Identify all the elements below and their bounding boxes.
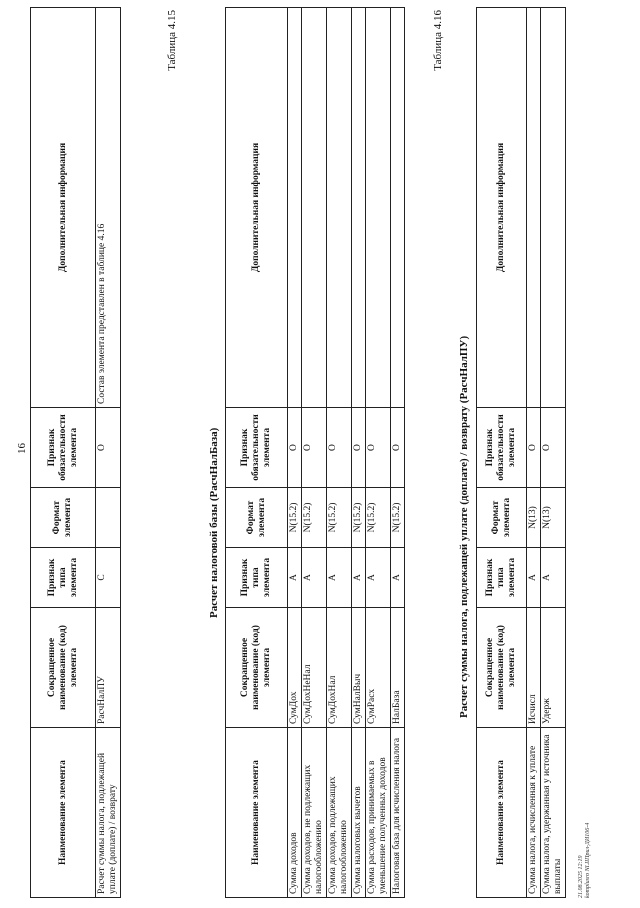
cell-type: С xyxy=(96,548,121,608)
cell-code: Удерж xyxy=(541,608,566,728)
table-row xyxy=(527,8,541,898)
header-format: Формат элемента xyxy=(31,488,96,548)
element-table-3 xyxy=(476,7,566,898)
cell-name: Сумма расходов, принимаемых в уменьшение полученных доходов xyxy=(366,728,391,898)
cell-info xyxy=(541,8,566,408)
cell-type: А xyxy=(391,548,405,608)
cell-format: N(15.2) xyxy=(288,488,302,548)
page-number: 16 xyxy=(16,443,28,454)
cell-type: А xyxy=(541,548,566,608)
table-row xyxy=(327,8,352,898)
header-name: Наименование элемента xyxy=(226,728,288,898)
document-footer xyxy=(578,823,592,898)
cell-name: Сумма налога, удержанная у источника выплаты xyxy=(541,728,566,898)
cell-format xyxy=(96,488,121,548)
cell-code: НалБаза xyxy=(391,608,405,728)
cell-type: А xyxy=(302,548,327,608)
cell-code: СумНалВыч xyxy=(352,608,366,728)
cell-required: О xyxy=(327,408,352,488)
element-table-1 xyxy=(30,7,121,898)
header-type: Признак типа элемента xyxy=(477,548,527,608)
table-row xyxy=(541,8,566,898)
cell-type: А xyxy=(327,548,352,608)
header-required: Признак обязательности элемента xyxy=(226,408,288,488)
cell-info xyxy=(288,8,302,408)
cell-code: СумДох xyxy=(288,608,302,728)
cell-name: Налоговая база для исчисления налога xyxy=(391,728,405,898)
cell-info xyxy=(352,8,366,408)
table-label-4-16: Таблица 4.16 xyxy=(432,10,444,71)
table-caption-4-16: Расчет суммы налога, подлежащей уплате (доплате) / возврату (РасчНалПУ) xyxy=(458,335,470,718)
header-code: Сокращенное наименование (код) элемента xyxy=(226,608,288,728)
table-header-row xyxy=(477,8,527,898)
table-row xyxy=(366,8,391,898)
cell-format: N(15.2) xyxy=(391,488,405,548)
element-table-2 xyxy=(225,7,405,898)
header-info: Дополнительная информация xyxy=(226,8,288,408)
cell-required: О xyxy=(96,408,121,488)
cell-info xyxy=(391,8,405,408)
cell-type: А xyxy=(366,548,391,608)
cell-code: СумДохНал xyxy=(327,608,352,728)
table-label-4-15: Таблица 4.15 xyxy=(166,10,178,71)
cell-code: РасчНалПУ xyxy=(96,608,121,728)
cell-info xyxy=(302,8,327,408)
cell-code: СумРасх xyxy=(366,608,391,728)
header-name: Наименование элемента xyxy=(31,728,96,898)
cell-required: О xyxy=(366,408,391,488)
cell-required: О xyxy=(391,408,405,488)
header-info: Дополнительная информация xyxy=(31,8,96,408)
header-code: Сокращенное наименование (код) элемента xyxy=(31,608,96,728)
cell-format: N(15.2) xyxy=(366,488,391,548)
cell-format: N(15.2) xyxy=(327,488,352,548)
cell-name: Сумма доходов, подлежащих налогообложению xyxy=(327,728,352,898)
cell-info xyxy=(527,8,541,408)
table-row xyxy=(352,8,366,898)
cell-type: А xyxy=(527,548,541,608)
table-row xyxy=(288,8,302,898)
cell-required: О xyxy=(302,408,327,488)
header-type: Признак типа элемента xyxy=(31,548,96,608)
cell-name: Сумма налоговых вычетов xyxy=(352,728,366,898)
table-caption-4-15: Расчет налоговой базы (РасчНалБаза) xyxy=(208,427,220,618)
cell-format: N(13) xyxy=(527,488,541,548)
header-required: Признак обязательности элемента xyxy=(477,408,527,488)
header-name: Наименование элемента xyxy=(477,728,527,898)
table-header-row xyxy=(226,8,288,898)
cell-code: СумДохНеНал xyxy=(302,608,327,728)
cell-format: N(15.2) xyxy=(352,488,366,548)
cell-name: Сумма налога, исчисленная к уплате xyxy=(527,728,541,898)
table-header-row xyxy=(31,8,96,898)
cell-code: Исчисл xyxy=(527,608,541,728)
footer-path: komplusro NI.IIПрил-ДИ106-4 xyxy=(585,822,591,898)
cell-type: А xyxy=(288,548,302,608)
cell-name: Сумма доходов, не подлежащих налогообложению xyxy=(302,728,327,898)
cell-required: О xyxy=(541,408,566,488)
cell-info: Состав элемента представлен в таблице 4.16 xyxy=(96,8,121,408)
cell-name: Расчет суммы налога, подлежащей уплате (доплате) / возврату xyxy=(96,728,121,898)
cell-required: О xyxy=(288,408,302,488)
cell-type: А xyxy=(352,548,366,608)
table-row xyxy=(302,8,327,898)
cell-info xyxy=(366,8,391,408)
header-required: Признак обязательности элемента xyxy=(31,408,96,488)
cell-name: Сумма доходов xyxy=(288,728,302,898)
cell-required: О xyxy=(352,408,366,488)
cell-required: О xyxy=(527,408,541,488)
header-format: Формат элемента xyxy=(477,488,527,548)
cell-format: N(15.2) xyxy=(302,488,327,548)
header-code: Сокращенное наименование (код) элемента xyxy=(477,608,527,728)
table-row xyxy=(96,8,121,898)
table-row xyxy=(391,8,405,898)
cell-info xyxy=(327,8,352,408)
footer-timestamp: 21.08.2025 12:19 xyxy=(578,855,584,898)
cell-format: N(13) xyxy=(541,488,566,548)
header-type: Признак типа элемента xyxy=(226,548,288,608)
header-format: Формат элемента xyxy=(226,488,288,548)
header-info: Дополнительная информация xyxy=(477,8,527,408)
